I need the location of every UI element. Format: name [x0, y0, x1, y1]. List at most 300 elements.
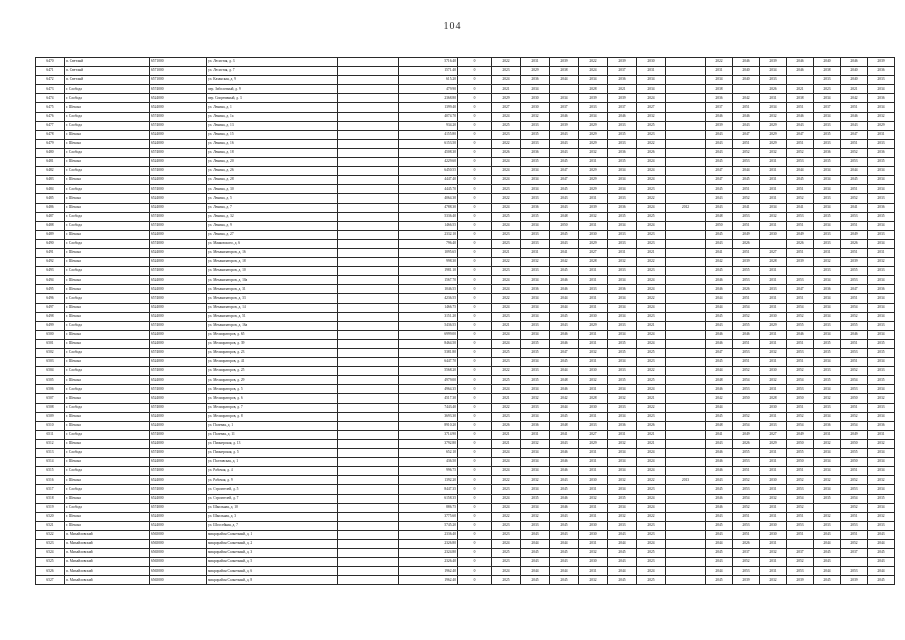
- cell-y6: 2023: [637, 558, 666, 567]
- cell-col5: [338, 239, 399, 248]
- cell-gap: [666, 303, 706, 312]
- cell-gap: [666, 194, 706, 203]
- cell-address: ул. Пионерская, д. 13: [207, 439, 338, 448]
- cell-y12: 2052: [841, 539, 868, 548]
- cell-address: ул. Механизаторов, д. 33: [207, 294, 338, 303]
- cell-y2: 2034: [521, 449, 550, 458]
- cell-y10: 2051: [787, 403, 814, 412]
- cell-y11: 2035: [814, 158, 841, 167]
- cell-id: 6495: [36, 285, 65, 294]
- cell-y5: 2033: [608, 367, 637, 376]
- cell-y8: 2055: [733, 449, 760, 458]
- cell-zero: 0: [458, 476, 492, 485]
- cell-y7: 2048: [706, 212, 733, 221]
- cell-id: 6476: [36, 112, 65, 121]
- cell-gap: [666, 121, 706, 130]
- cell-y7: 2044: [706, 539, 733, 548]
- cell-y13: 2032: [868, 512, 895, 521]
- cell-y9: 2034: [760, 103, 787, 112]
- cell-y12: 2052: [841, 367, 868, 376]
- table-row: [36, 458, 895, 467]
- cell-y13: 2035: [868, 494, 895, 503]
- cell-y4: 2039: [579, 203, 608, 212]
- cell-id: 6505: [36, 376, 65, 385]
- cell-zero: 0: [458, 194, 492, 203]
- cell-y13: 2033: [868, 76, 895, 85]
- cell-y2: 2034: [521, 458, 550, 467]
- cell-y8: 2046: [733, 330, 760, 339]
- cell-id: 6483: [36, 176, 65, 185]
- cell-y2: 2033: [521, 194, 550, 203]
- cell-y4: 2029: [579, 321, 608, 330]
- cell-gap: [666, 576, 706, 585]
- cell-col5: [338, 103, 399, 112]
- cell-y13: 2034: [868, 85, 895, 94]
- cell-code: 6524000: [150, 412, 207, 421]
- cell-y12: 2052: [841, 148, 868, 157]
- cell-y8: 2052: [733, 558, 760, 567]
- cell-y5: 2037: [608, 67, 637, 76]
- cell-settlement: г. Шексна: [65, 476, 150, 485]
- cell-code: 6574000: [150, 212, 207, 221]
- cell-gap: [666, 339, 706, 348]
- cell-y1: 2024: [492, 449, 521, 458]
- cell-gap: [666, 558, 706, 567]
- cell-y3: 2043: [550, 194, 579, 203]
- cell-y3: 2043: [550, 239, 579, 248]
- cell-address: ул. Рабочая, д. 9: [207, 476, 338, 485]
- cell-area: 5436.55: [399, 321, 458, 330]
- cell-id: 6474: [36, 94, 65, 103]
- cell-y3: 2046: [550, 339, 579, 348]
- cell-y2: 2036: [521, 203, 550, 212]
- cell-y4: 2030: [579, 403, 608, 412]
- cell-y13: 2034: [868, 276, 895, 285]
- page-number: 104: [443, 21, 462, 32]
- cell-address: ул. Лесистая, д. 7: [207, 67, 338, 76]
- cell-y12: 2053: [841, 485, 868, 494]
- cell-area: 436.50: [399, 458, 458, 467]
- table-row: [36, 576, 895, 585]
- cell-gap: [666, 376, 706, 385]
- cell-address: ул. Мелиораторов, д. 6: [207, 394, 338, 403]
- cell-y9: 2031: [760, 330, 787, 339]
- cell-col5: [338, 321, 399, 330]
- cell-y13: 2035: [868, 349, 895, 358]
- cell-id: 6497: [36, 303, 65, 312]
- table-row: [36, 194, 895, 203]
- cell-col5: [338, 412, 399, 421]
- cell-y12: 2026: [841, 239, 868, 248]
- cell-area: 4508.30: [399, 148, 458, 157]
- cell-id: 6481: [36, 158, 65, 167]
- cell-y11: 2033: [814, 321, 841, 330]
- cell-y5: 2033: [608, 321, 637, 330]
- cell-y13: 2034: [868, 239, 895, 248]
- cell-area: 5336.40: [399, 212, 458, 221]
- table-row: [36, 567, 895, 576]
- cell-y12: 2053: [841, 349, 868, 358]
- cell-settlement: г. Слобода: [65, 185, 150, 194]
- cell-y9: 2031: [760, 412, 787, 421]
- cell-y9: 2039: [760, 58, 787, 67]
- cell-y4: 2029: [579, 139, 608, 148]
- table-row: [36, 303, 895, 312]
- cell-y2: 2034: [521, 385, 550, 394]
- cell-y11: 2033: [814, 521, 841, 530]
- cell-y10: [787, 76, 814, 85]
- cell-y5: 2044: [608, 539, 637, 548]
- cell-y7: 2046: [706, 330, 733, 339]
- cell-y10: 2051: [787, 294, 814, 303]
- cell-y8: 2054: [733, 303, 760, 312]
- cell-y12: 2052: [841, 312, 868, 321]
- cell-col5: [338, 512, 399, 521]
- cell-y7: 2046: [706, 503, 733, 512]
- cell-col5: [338, 276, 399, 285]
- cell-gap: [666, 58, 706, 67]
- cell-zero: 0: [458, 430, 492, 439]
- cell-y7: 2044: [706, 294, 733, 303]
- cell-y8: 2046: [733, 58, 760, 67]
- cell-y11: 2045: [814, 549, 841, 558]
- cell-col5: [338, 467, 399, 476]
- cell-code: 6524000: [150, 258, 207, 267]
- cell-y5: 2034: [608, 221, 637, 230]
- cell-col5: [338, 358, 399, 367]
- cell-y9: 2029: [760, 321, 787, 330]
- table-row: [36, 58, 895, 67]
- cell-address: ул. Ленина, д. 9: [207, 221, 338, 230]
- cell-y8: 2039: [733, 576, 760, 585]
- cell-y11: 2035: [814, 349, 841, 358]
- cell-gap: [666, 530, 706, 539]
- cell-y6: 2021: [637, 394, 666, 403]
- cell-y2: 2033: [521, 139, 550, 148]
- cell-y8: 2049: [733, 230, 760, 239]
- cell-col5: [338, 521, 399, 530]
- cell-address: микрорайон Солнечный, д. 2: [207, 539, 338, 548]
- cell-y2: 2034: [521, 294, 550, 303]
- cell-y10: 2051: [787, 248, 814, 257]
- cell-zero: 0: [458, 467, 492, 476]
- cell-y4: 2031: [579, 449, 608, 458]
- cell-y7: 2044: [706, 303, 733, 312]
- cell-y3: 2046: [550, 385, 579, 394]
- cell-y8: 2046: [733, 112, 760, 121]
- cell-address: пер. Спортивный, д. 3: [207, 94, 338, 103]
- cell-y10: 2021: [787, 85, 814, 94]
- cell-y4: 2031: [579, 567, 608, 576]
- cell-y2: 2045: [521, 576, 550, 585]
- cell-address: ул. Ленина, д. 28: [207, 176, 338, 185]
- cell-zero: 0: [458, 503, 492, 512]
- cell-y7: 2048: [706, 421, 733, 430]
- cell-y6: 2023: [637, 130, 666, 139]
- cell-settlement: г. Слобода: [65, 112, 150, 121]
- cell-id: 6515: [36, 467, 65, 476]
- cell-settlement: п. Михайловский: [65, 549, 150, 558]
- cell-col5: [338, 76, 399, 85]
- cell-address: ул. Механизаторов, д. 16а: [207, 321, 338, 330]
- cell-y2: 2044: [521, 567, 550, 576]
- cell-y11: 2033: [814, 121, 841, 130]
- cell-y2: 2036: [521, 285, 550, 294]
- cell-code: 6524000: [150, 194, 207, 203]
- cell-y4: 2031: [579, 485, 608, 494]
- cell-y1: 2025: [492, 349, 521, 358]
- cell-y1: 2024: [492, 285, 521, 294]
- cell-y5: 2044: [608, 567, 637, 576]
- cell-y8: 2049: [733, 430, 760, 439]
- cell-y1: 2023: [492, 558, 521, 567]
- cell-y3: 2048: [550, 376, 579, 385]
- cell-gap: [666, 312, 706, 321]
- cell-y8: 2051: [733, 103, 760, 112]
- cell-y5: 2036: [608, 203, 637, 212]
- cell-y6: 2023: [637, 312, 666, 321]
- cell-y13: 2035: [868, 376, 895, 385]
- cell-settlement: г. Слобода: [65, 367, 150, 376]
- cell-y12: 2051: [841, 358, 868, 367]
- cell-zero: 0: [458, 412, 492, 421]
- cell-y6: 2022: [637, 367, 666, 376]
- cell-settlement: г. Слобода: [65, 467, 150, 476]
- cell-id: 6503: [36, 358, 65, 367]
- cell-id: 6490: [36, 239, 65, 248]
- cell-area: 1981.10: [399, 267, 458, 276]
- cell-y5: 2034: [608, 458, 637, 467]
- cell-y1: 2023: [492, 412, 521, 421]
- cell-y11: 2034: [814, 312, 841, 321]
- cell-y9: 2031: [760, 221, 787, 230]
- cell-id: 6527: [36, 576, 65, 585]
- cell-area: 615.20: [399, 76, 458, 85]
- cell-gap: [666, 421, 706, 430]
- cell-y9: 2031: [760, 276, 787, 285]
- cell-y7: 2047: [706, 176, 733, 185]
- cell-y3: 2046: [550, 276, 579, 285]
- cell-address: ул. Пионерская, д. 5: [207, 449, 338, 458]
- cell-y7: 2045: [706, 158, 733, 167]
- cell-code: 6524000: [150, 312, 207, 321]
- cell-zero: 0: [458, 512, 492, 521]
- cell-settlement: г. Слобода: [65, 212, 150, 221]
- cell-y7: 2045: [706, 549, 733, 558]
- cell-address: ул. Ленина, д. 27: [207, 230, 338, 239]
- cell-address: ул. Ленина, д. 32: [207, 212, 338, 221]
- cell-gap: [666, 248, 706, 257]
- cell-code: 6524000: [150, 330, 207, 339]
- table-row: [36, 221, 895, 230]
- table-row: [36, 412, 895, 421]
- cell-y13: 2034: [868, 330, 895, 339]
- cell-y3: 2047: [550, 176, 579, 185]
- cell-y2: 2034: [521, 221, 550, 230]
- cell-zero: 0: [458, 221, 492, 230]
- cell-y10: 2039: [787, 258, 814, 267]
- cell-y10: 2046: [787, 112, 814, 121]
- cell-y5: 2033: [608, 121, 637, 130]
- cell-col5: [338, 485, 399, 494]
- cell-id: 6487: [36, 212, 65, 221]
- cell-gap: [666, 276, 706, 285]
- cell-y11: 2035: [814, 376, 841, 385]
- cell-y5: 2043: [608, 530, 637, 539]
- cell-y7: 2038: [706, 85, 733, 94]
- cell-address: ул. Механизаторов, д. 10: [207, 267, 338, 276]
- cell-area: 1466.55: [399, 221, 458, 230]
- cell-y3: 2034: [550, 94, 579, 103]
- table-row: [36, 467, 895, 476]
- cell-code: 6574000: [150, 503, 207, 512]
- cell-y10: 2047: [787, 285, 814, 294]
- cell-y2: 2034: [521, 358, 550, 367]
- cell-y11: 2034: [814, 185, 841, 194]
- cell-y12: 2051: [841, 103, 868, 112]
- cell-area: 4447.40: [399, 176, 458, 185]
- cell-y2: 2035: [521, 158, 550, 167]
- cell-y9: 2028: [760, 394, 787, 403]
- cell-code: 6574000: [150, 239, 207, 248]
- cell-y6: 2024: [637, 494, 666, 503]
- cell-id: 6519: [36, 503, 65, 512]
- cell-id: 6482: [36, 167, 65, 176]
- cell-y7: 2046: [706, 467, 733, 476]
- cell-y1: 2023: [492, 485, 521, 494]
- cell-y5: 2034: [608, 358, 637, 367]
- cell-y10: [787, 267, 814, 276]
- cell-y1: 2025: [492, 576, 521, 585]
- cell-id: 6501: [36, 339, 65, 348]
- cell-settlement: г. Слобода: [65, 449, 150, 458]
- cell-y8: 2040: [733, 76, 760, 85]
- cell-y13: 2044: [868, 539, 895, 548]
- table-row: [36, 512, 895, 521]
- cell-y2: 2034: [521, 167, 550, 176]
- cell-col5: [338, 203, 399, 212]
- cell-col5: [338, 67, 399, 76]
- table-row: [36, 376, 895, 385]
- table-row: [36, 239, 895, 248]
- cell-gap: [666, 76, 706, 85]
- cell-y11: 2034: [814, 385, 841, 394]
- table-row: [36, 349, 895, 358]
- cell-zero: 0: [458, 94, 492, 103]
- cell-y5: 2035: [608, 339, 637, 348]
- cell-address: ул. Механизаторов, д. 18: [207, 258, 338, 267]
- cell-code: 6574000: [150, 449, 207, 458]
- cell-y7: 2047: [706, 167, 733, 176]
- cell-y6: 2023: [637, 239, 666, 248]
- cell-settlement: г. Шексна: [65, 439, 150, 448]
- cell-area: 886.75: [399, 503, 458, 512]
- table-row: [36, 112, 895, 121]
- cell-gap: [666, 230, 706, 239]
- cell-y6: 2023: [637, 521, 666, 530]
- cell-area: 6158.35: [399, 494, 458, 503]
- cell-code: 6574000: [150, 321, 207, 330]
- cell-address: ул. Ленина, д. 1а: [207, 112, 338, 121]
- cell-y8: 2052: [733, 476, 760, 485]
- cell-y5: 2032: [608, 476, 637, 485]
- cell-y4: 2030: [579, 367, 608, 376]
- cell-y10: 2049: [787, 230, 814, 239]
- cell-address: ул. Мелиораторов, д. 41: [207, 358, 338, 367]
- cell-code: 6524000: [150, 358, 207, 367]
- cell-y10: 2049: [787, 430, 814, 439]
- cell-y10: 2052: [787, 148, 814, 157]
- cell-y8: 2055: [733, 267, 760, 276]
- cell-y1: 2023: [492, 530, 521, 539]
- cell-code: 6524000: [150, 285, 207, 294]
- cell-y11: 2034: [814, 276, 841, 285]
- cell-zero: 0: [458, 158, 492, 167]
- table-row: [36, 176, 895, 185]
- cell-id: 6508: [36, 403, 65, 412]
- cell-address: микрорайон Солнечный, д. 3: [207, 549, 338, 558]
- cell-y2: 2035: [521, 339, 550, 348]
- cell-y3: 2042: [550, 258, 579, 267]
- cell-gap: [666, 148, 706, 157]
- cell-y5: 2035: [608, 494, 637, 503]
- cell-zero: 0: [458, 549, 492, 558]
- cell-y5: 2045: [608, 576, 637, 585]
- cell-y8: 2053: [733, 158, 760, 167]
- cell-y10: 2054: [787, 494, 814, 503]
- cell-y4: 2031: [579, 458, 608, 467]
- cell-y2: 2033: [521, 267, 550, 276]
- cell-address: ул. Мелиораторов, д. 23: [207, 349, 338, 358]
- cell-col5: [338, 94, 399, 103]
- cell-y12: 2051: [841, 248, 868, 257]
- cell-y1: 2021: [492, 85, 521, 94]
- cell-settlement: г. Слобода: [65, 94, 150, 103]
- cell-y12: 2037: [841, 549, 868, 558]
- cell-y3: 2043: [550, 203, 579, 212]
- cell-y10: 2053: [787, 158, 814, 167]
- cell-y5: 2034: [608, 467, 637, 476]
- cell-y4: 2032: [579, 148, 608, 157]
- cell-y12: 2051: [841, 512, 868, 521]
- cell-y12: 2055: [841, 321, 868, 330]
- cell-col5: [338, 330, 399, 339]
- cell-gap: [666, 567, 706, 576]
- cell-code: 6524000: [150, 476, 207, 485]
- cell-y11: 2031: [814, 430, 841, 439]
- cell-y1: 2024: [492, 203, 521, 212]
- cell-y1: 2023: [492, 185, 521, 194]
- cell-y6: 2032: [637, 112, 666, 121]
- cell-y12: 2021: [841, 85, 868, 94]
- cell-y12: 2051: [841, 139, 868, 148]
- cell-y9: 2031: [760, 176, 787, 185]
- table-row: [36, 103, 895, 112]
- table-row: [36, 330, 895, 339]
- cell-area: 2326.40: [399, 558, 458, 567]
- cell-y4: 2029: [579, 121, 608, 130]
- cell-zero: 0: [458, 139, 492, 148]
- cell-y3: 2043: [550, 558, 579, 567]
- cell-settlement: г. Слобода: [65, 148, 150, 157]
- cell-y1: 2022: [492, 139, 521, 148]
- cell-y9: 2029: [760, 130, 787, 139]
- cell-y3: 2039: [550, 121, 579, 130]
- cell-code: 6524000: [150, 439, 207, 448]
- cell-y1: 2023: [492, 130, 521, 139]
- cell-settlement: п. Михайловский: [65, 558, 150, 567]
- table-row: [36, 539, 895, 548]
